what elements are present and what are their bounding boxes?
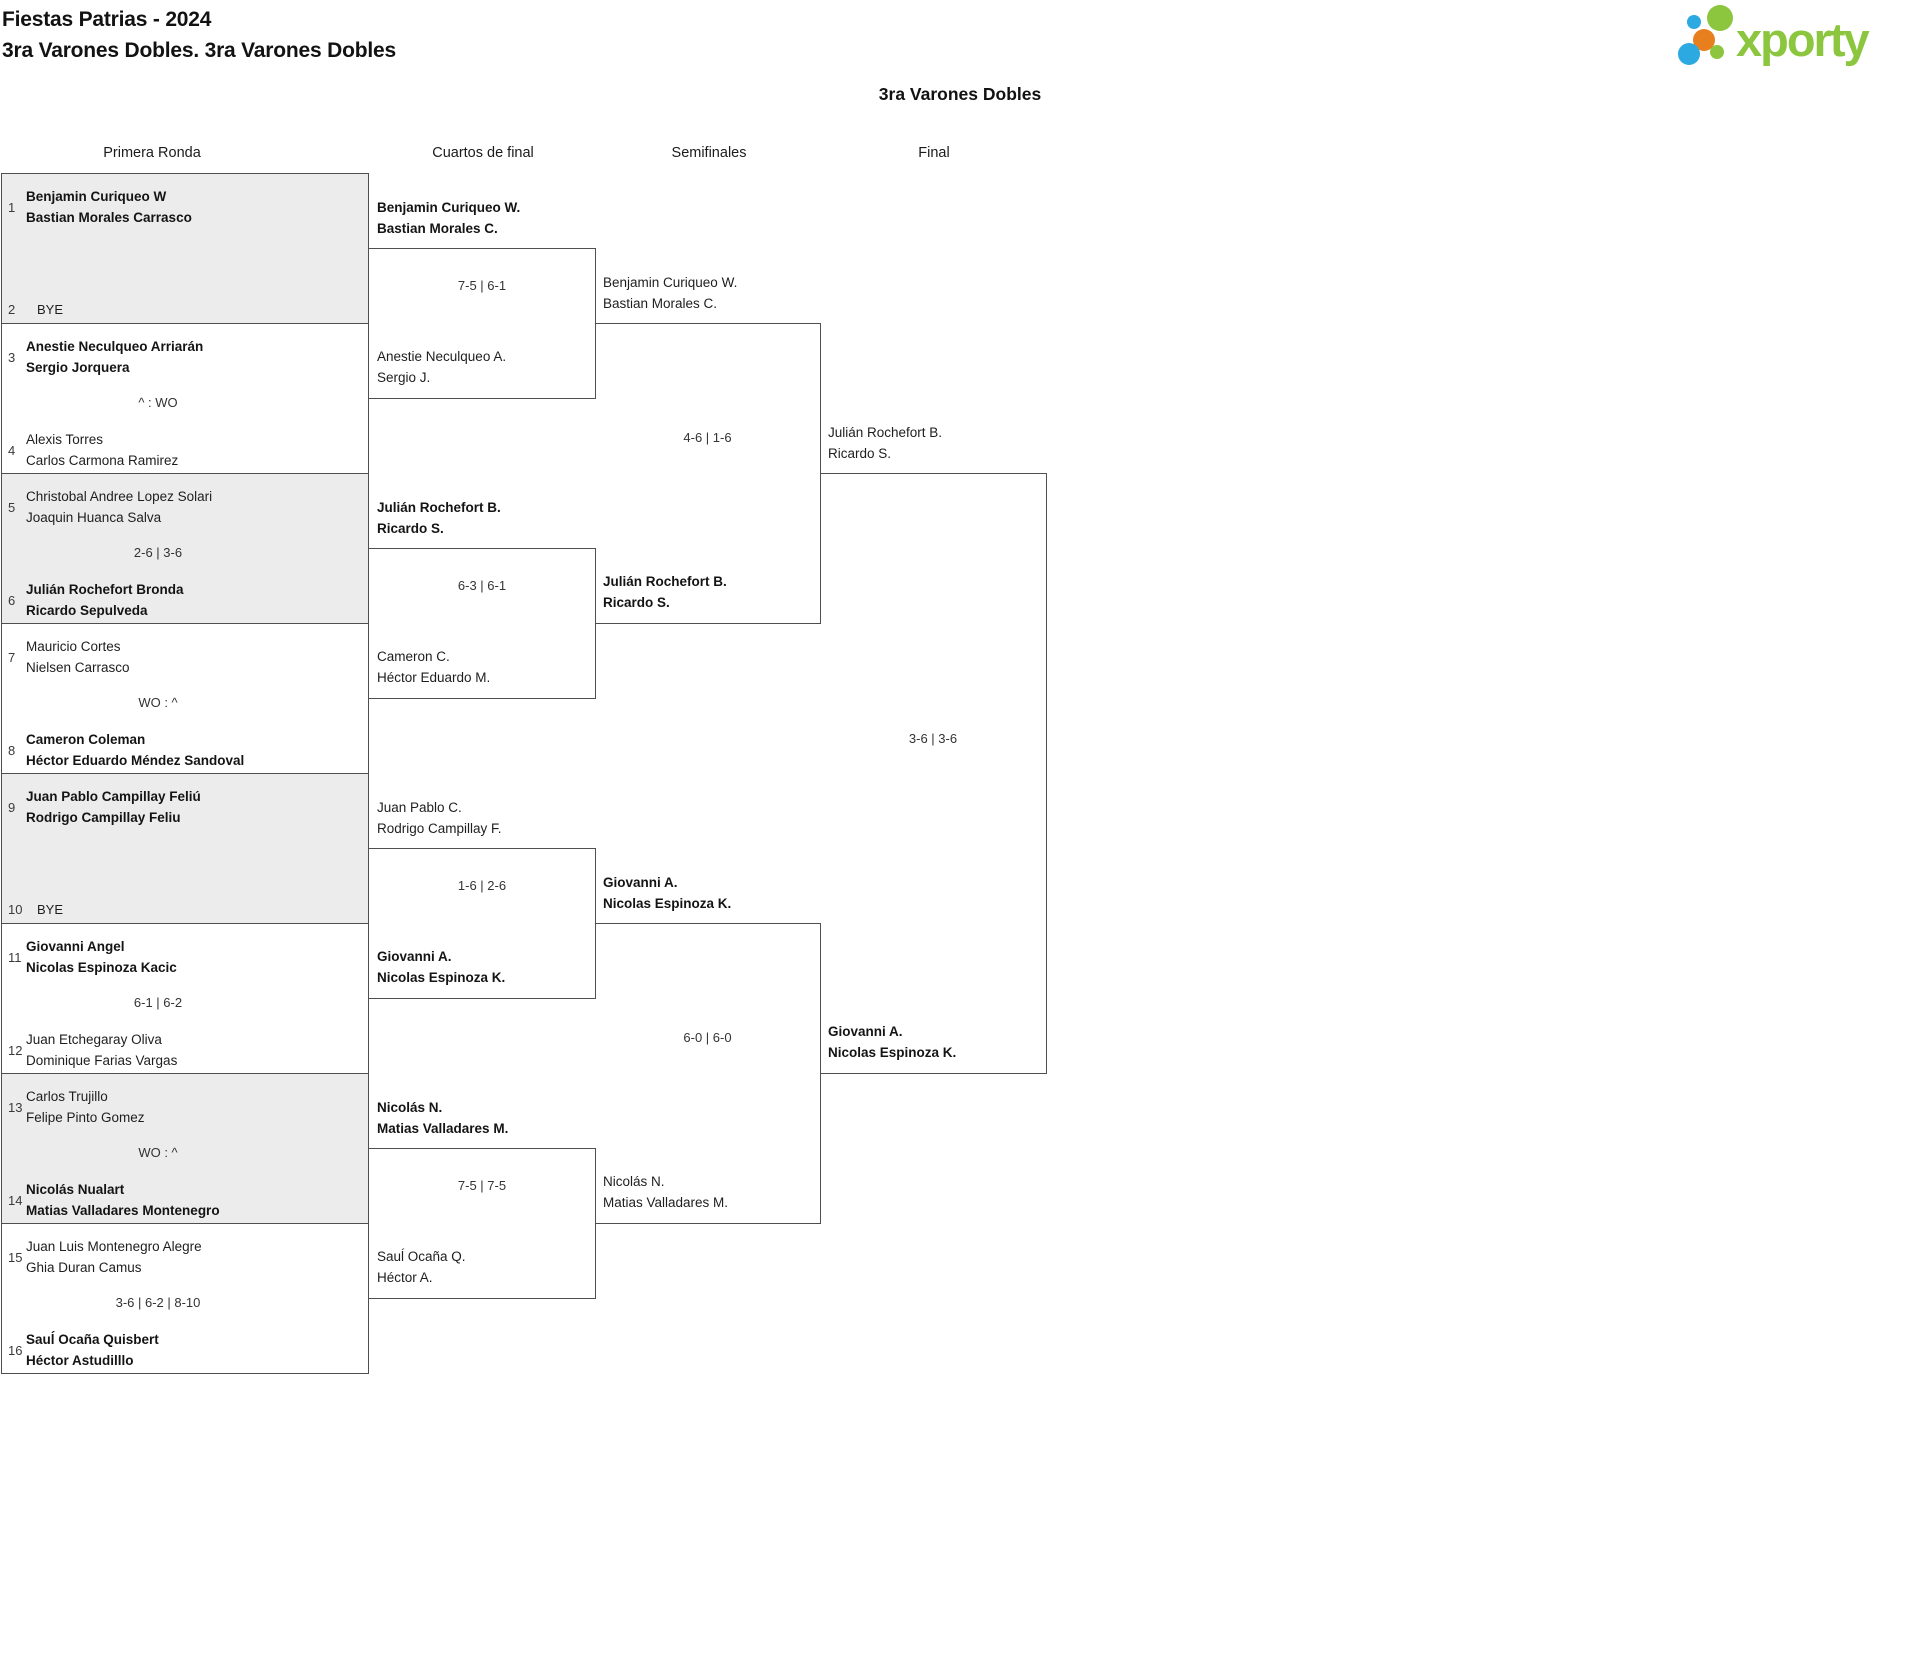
- player-name: Benjamin Curiqueo W.: [377, 200, 521, 215]
- semifinal-1: [595, 275, 821, 624]
- xporty-logo: [1674, 5, 1899, 74]
- round-header-primera-ronda: Primera Ronda: [103, 145, 201, 161]
- player-name: Rodrigo Campillay F.: [377, 821, 502, 836]
- player-name: Ricardo S.: [377, 521, 444, 536]
- round-header-final: Final: [918, 145, 950, 161]
- team-pair: [26, 1086, 145, 1128]
- player-name: Mauricio Cortes: [26, 639, 121, 654]
- player-name: Alexis Torres: [26, 432, 104, 447]
- player-name: Benjamin Curiqueo W: [26, 189, 167, 204]
- player-name: Anestie Neculqueo Arriarán: [26, 339, 204, 354]
- player-name: Julián Rochefort B.: [603, 574, 727, 589]
- team-pair: [377, 497, 501, 539]
- match-score: 2-6 | 3-6: [133, 545, 183, 560]
- player-name: Giovanni Angel: [26, 939, 125, 954]
- player-name: Carlos Trujillo: [26, 1089, 108, 1104]
- team-pair: [603, 1171, 728, 1213]
- player-name: Héctor Astudilllo: [26, 1353, 134, 1368]
- match-score: 6-3 | 6-1: [457, 578, 507, 593]
- team-pair: [26, 429, 178, 471]
- player-name: Giovanni A.: [828, 1024, 903, 1039]
- player-name: Sergio Jorquera: [26, 360, 130, 375]
- team-pair: [26, 729, 244, 771]
- player-name: Nielsen Carrasco: [26, 660, 130, 675]
- logo-wordmark: xporty: [1736, 13, 1868, 66]
- team-pair: [377, 646, 490, 688]
- team-pair: [828, 422, 942, 464]
- first-round-match-4: [1, 623, 369, 774]
- team-pair: [603, 571, 727, 613]
- player-name: Sauĺ Ocaña Q.: [377, 1249, 466, 1264]
- logo-dot-blue-large: [1678, 43, 1700, 65]
- player-name: Juan Etchegaray Oliva: [26, 1032, 162, 1047]
- bye-label: BYE: [37, 302, 64, 317]
- player-name: Juan Luis Montenegro Alegre: [26, 1239, 202, 1254]
- team-pair: [26, 579, 184, 621]
- player-name: Bastian Morales C.: [603, 296, 718, 311]
- bye-slot: [8, 899, 63, 920]
- player-name: Matias Valladares M.: [603, 1195, 729, 1210]
- player-name: Nicolas Espinoza Kacic: [26, 960, 177, 975]
- final-match: [820, 425, 1047, 1074]
- match-score: 6-1 | 6-2: [133, 995, 183, 1010]
- player-name: Joaquin Huanca Salva: [26, 510, 162, 525]
- player-name: Nicolás N.: [377, 1100, 443, 1115]
- match-score: 7-5 | 6-1: [457, 278, 507, 293]
- team-pair: [26, 1236, 202, 1278]
- category-subtitle: 3ra Varones Dobles. 3ra Varones Dobles: [2, 39, 396, 62]
- player-name: Dominique Farias Vargas: [26, 1053, 178, 1068]
- team-pair: [377, 346, 506, 388]
- player-name: Julián Rochefort Bronda: [26, 582, 184, 597]
- player-name: Ricardo S.: [828, 446, 892, 461]
- player-name: Cameron C.: [377, 649, 450, 664]
- seed-number: 1: [8, 199, 16, 215]
- quarterfinal-4: [369, 1100, 596, 1299]
- match-score: WO : ^: [138, 695, 178, 710]
- player-name: Felipe Pinto Gomez: [26, 1110, 145, 1125]
- player-name: Nicolas Espinoza K.: [828, 1045, 957, 1060]
- first-round-match-1: [1, 173, 369, 324]
- match-score: 7-5 | 7-5: [457, 1178, 507, 1193]
- player-name: Sergio J.: [377, 370, 431, 385]
- seed-number: 6: [8, 592, 16, 608]
- player-name: Sauĺ Ocaña Quisbert: [26, 1332, 159, 1347]
- bye-label: BYE: [37, 902, 64, 917]
- seed-number: 4: [8, 442, 16, 458]
- semifinal-2: [595, 875, 821, 1224]
- first-round-match-8: [1, 1223, 369, 1374]
- player-name: Ricardo S.: [603, 595, 670, 610]
- player-name: Matias Valladares M.: [377, 1121, 509, 1136]
- team-pair: [377, 1097, 508, 1139]
- match-score: 3-6 | 6-2 | 8-10: [115, 1295, 201, 1310]
- first-round-match-7: [1, 1073, 369, 1224]
- quarterfinal-1: [369, 200, 596, 399]
- seed-number: 8: [8, 742, 16, 758]
- player-name: Matias Valladares Montenegro: [26, 1203, 220, 1218]
- first-round-match-3: [1, 473, 369, 624]
- first-round-match-2: [1, 323, 369, 474]
- team-pair: [377, 946, 505, 988]
- player-name: Benjamin Curiqueo W.: [603, 275, 738, 290]
- player-name: Juan Pablo C.: [377, 800, 462, 815]
- match-score: ^ : WO: [138, 395, 178, 410]
- seed-number: 11: [8, 949, 22, 965]
- player-name: Carlos Carmona Ramirez: [26, 453, 179, 468]
- first-round-match-6: [1, 923, 369, 1074]
- player-name: Bastian Morales C.: [377, 221, 498, 236]
- team-pair: [603, 272, 737, 314]
- player-name: Ricardo Sepulveda: [26, 603, 148, 618]
- player-name: Juan Pablo Campillay Feliú: [26, 789, 201, 804]
- champion-team-pair: [828, 1021, 956, 1063]
- team-pair: [26, 486, 212, 528]
- team-pair: [26, 1029, 177, 1071]
- match-score: 4-6 | 1-6: [683, 430, 732, 445]
- first-round-match-5: [1, 773, 369, 924]
- player-name: Giovanni A.: [377, 949, 452, 964]
- logo-dot-green-large: [1707, 5, 1733, 31]
- logo-dot-blue-small: [1687, 15, 1701, 29]
- team-pair: [377, 197, 520, 239]
- event-heading: 3ra Varones Dobles: [878, 84, 1042, 104]
- team-pair: [26, 936, 177, 978]
- team-pair: [377, 797, 502, 839]
- player-name: Giovanni A.: [603, 875, 678, 890]
- page-title: [2, 4, 396, 66]
- seed-number: 2: [8, 302, 16, 317]
- player-name: Bastian Morales Carrasco: [26, 210, 192, 225]
- seed-number: 5: [8, 499, 16, 515]
- seed-number: 3: [8, 349, 16, 365]
- player-name: Anestie Neculqueo A.: [377, 349, 507, 364]
- match-score: 1-6 | 2-6: [457, 878, 507, 893]
- logo-dot-green-small: [1710, 45, 1724, 59]
- player-name: Nicolás N.: [603, 1174, 665, 1189]
- quarterfinal-3: [369, 800, 596, 999]
- seed-number: 10: [8, 902, 23, 917]
- player-name: Christobal Andree Lopez Solari: [26, 489, 213, 504]
- player-name: Héctor A.: [377, 1270, 433, 1285]
- tournament-name: Fiestas Patrias - 2024: [2, 8, 212, 31]
- seed-number: 14: [8, 1192, 23, 1208]
- player-name: Héctor Eduardo M.: [377, 670, 491, 685]
- team-pair: [26, 336, 203, 378]
- player-name: Ghia Duran Camus: [26, 1260, 142, 1275]
- match-score: 6-0 | 6-0: [683, 1030, 732, 1045]
- team-pair: [26, 1179, 220, 1221]
- seed-number: 15: [8, 1249, 23, 1265]
- team-pair: [26, 636, 130, 678]
- round-header-semifinales: Semifinales: [671, 145, 747, 161]
- match-score: 3-6 | 3-6: [908, 731, 958, 746]
- quarterfinal-2: [369, 500, 596, 699]
- seed-number: 16: [8, 1342, 23, 1358]
- player-name: Héctor Eduardo Méndez Sandoval: [26, 753, 245, 768]
- team-pair: [603, 872, 731, 914]
- player-name: Nicolas Espinoza K.: [377, 970, 506, 985]
- player-name: Nicolás Nualart: [26, 1182, 125, 1197]
- seed-number: 7: [8, 649, 16, 665]
- bye-slot: [8, 299, 63, 320]
- match-score: WO : ^: [138, 1145, 178, 1160]
- player-name: Julián Rochefort B.: [828, 425, 943, 440]
- player-name: Julián Rochefort B.: [377, 500, 501, 515]
- round-header-cuartos-de-final: Cuartos de final: [432, 145, 534, 161]
- player-name: Nicolas Espinoza K.: [603, 896, 732, 911]
- player-name: Rodrigo Campillay Feliu: [26, 810, 181, 825]
- team-pair: [26, 1329, 159, 1371]
- seed-number: 12: [8, 1042, 23, 1058]
- team-pair: [26, 786, 201, 828]
- player-name: Cameron Coleman: [26, 732, 146, 747]
- seed-number: 13: [8, 1099, 23, 1115]
- team-pair: [377, 1246, 466, 1288]
- xporty-logo-icon: [1674, 5, 1899, 69]
- team-pair: [26, 186, 192, 228]
- seed-number: 9: [8, 799, 16, 815]
